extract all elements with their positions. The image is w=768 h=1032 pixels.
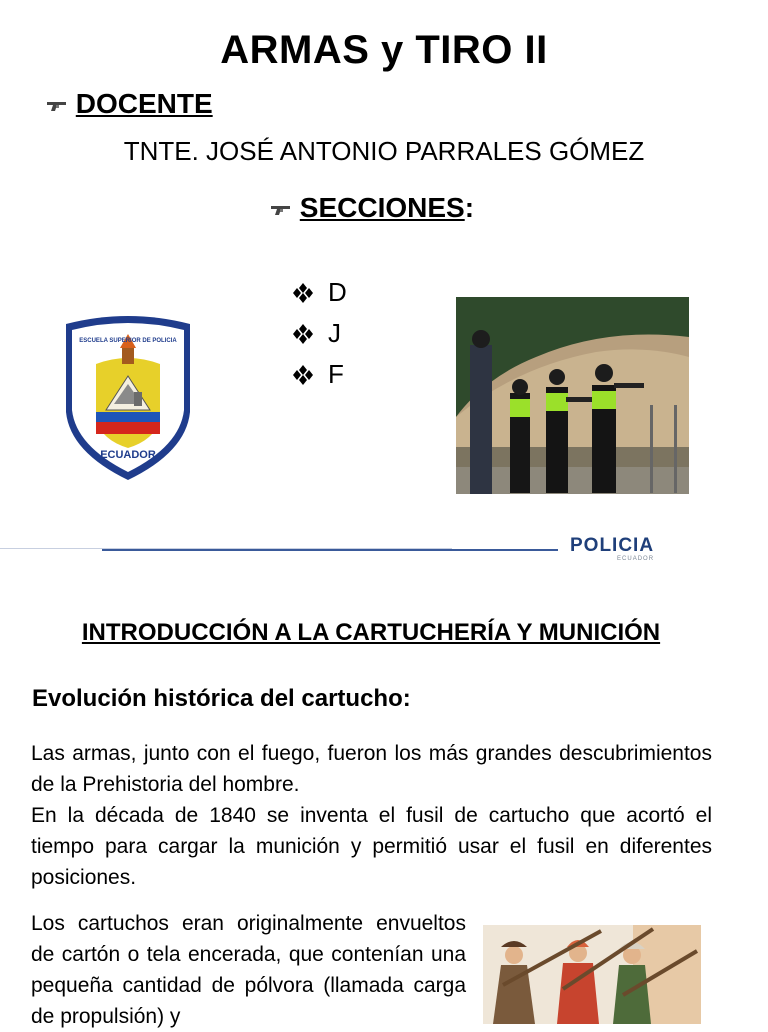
body-text bbox=[31, 738, 712, 893]
section-title: INTRODUCCIÓN A LA CARTUCHERÍA Y MUNICIÓN bbox=[81, 619, 661, 646]
pistol-icon bbox=[270, 204, 292, 216]
paragraph: Las armas, junto con el fuego, fueron los más grandes descubrimientos de la Prehistoria del hombre. bbox=[31, 742, 712, 796]
paragraph: Los cartuchos eran originalmente envueltos de cartón o tela encerada, que contenían una pequeña cantidad de pólvora (llamada carga de propulsión) y bbox=[31, 912, 466, 1028]
docente-label: DOCENTE bbox=[75, 88, 213, 119]
crest-motto: ESCUELA SUPERIOR DE POLICIA bbox=[79, 338, 177, 344]
diamond-bullet-icon bbox=[290, 323, 316, 345]
docente-name: TNTE. JOSÉ ANTONIO PARRALES GÓMEZ bbox=[123, 136, 645, 166]
subheading: Evolución histórica del cartucho: bbox=[32, 685, 411, 712]
policia-logo bbox=[570, 536, 654, 562]
secciones-label: SECCIONES bbox=[299, 192, 465, 223]
diamond-bullet-icon bbox=[290, 282, 316, 304]
policia-wordmark: POLICIA bbox=[570, 535, 655, 556]
shooting-range-photo bbox=[456, 297, 689, 494]
sections-list bbox=[290, 272, 347, 395]
musketeers-illustration bbox=[483, 925, 701, 1024]
diamond-bullet-icon bbox=[290, 364, 316, 386]
crest-country: ECUADOR bbox=[100, 449, 156, 461]
slide-title: ARMAS y TIRO II bbox=[220, 28, 548, 72]
list-item bbox=[290, 313, 347, 354]
docente-heading bbox=[46, 88, 213, 120]
list-item bbox=[290, 272, 347, 313]
section-f: F bbox=[328, 359, 344, 389]
pistol-icon bbox=[46, 100, 68, 112]
secciones-heading bbox=[270, 192, 474, 224]
list-item bbox=[290, 354, 347, 395]
police-school-crest bbox=[56, 312, 200, 484]
secciones-colon: : bbox=[464, 192, 475, 223]
section-j: J bbox=[328, 318, 341, 348]
paragraph: En la década de 1840 se inventa el fusil de cartucho que acortó el tiempo para cargar la munición y permitió usar el fusil en diferentes posiciones. bbox=[31, 804, 712, 889]
divider-line bbox=[102, 549, 558, 551]
section-d: D bbox=[328, 277, 347, 307]
policia-sub: ECUADOR bbox=[617, 556, 655, 562]
